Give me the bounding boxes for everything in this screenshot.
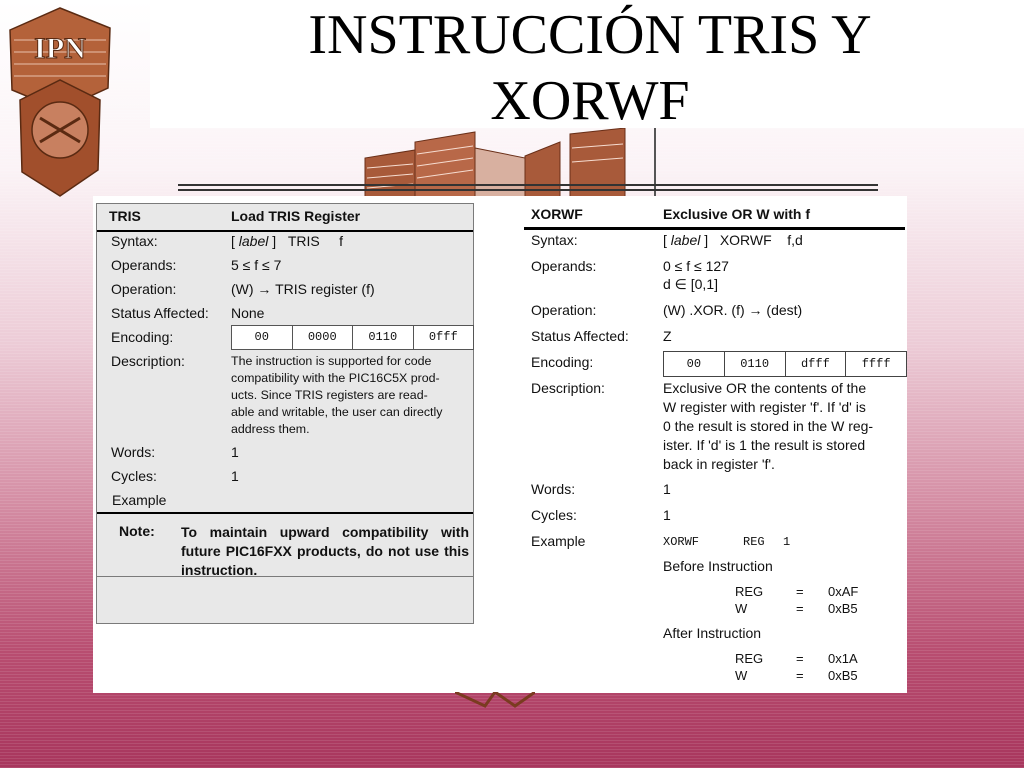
ipn-logo (0, 0, 120, 200)
before-reg-name: REG (735, 584, 764, 599)
after-reg-eq: = (796, 651, 804, 666)
before-reg-eq: = (796, 584, 804, 599)
note-box (97, 512, 473, 577)
description-line: W register with register 'f'. If 'd' is (663, 399, 866, 415)
title-line-1: INSTRUCCIÓN TRIS Y (308, 4, 872, 66)
status-value: Z (663, 328, 672, 344)
description-line: able and writable, the user can directly (231, 405, 443, 419)
syntax-operand: f (339, 233, 344, 249)
example-mnemonic: XORWF (663, 535, 700, 549)
description-line: ucts. Since TRIS registers are read- (231, 388, 428, 402)
status-label: Status Affected: (111, 305, 209, 321)
operands-label: Operands: (111, 257, 177, 273)
description-line: Exclusive OR the contents of the (663, 380, 867, 396)
divider-line (178, 184, 878, 186)
description-line: 0 the result is stored in the W reg- (663, 418, 874, 434)
before-reg-value: 0xAF (828, 584, 859, 599)
status-value: None (231, 305, 265, 321)
operands-value: 5 ≤ f ≤ 7 (231, 257, 282, 273)
cycles-value: 1 (663, 507, 671, 523)
syntax-label: Syntax: (531, 232, 578, 248)
after-reg-value: 0x1A (828, 651, 858, 666)
syntax-label: Syntax: (111, 233, 158, 249)
status-label: Status Affected: (531, 328, 629, 344)
description-line: back in register 'f'. (663, 456, 775, 472)
operation-value: (W) .XOR. (f) → (dest) (663, 302, 803, 318)
operands-line-2: d ∈ [0,1] (663, 276, 719, 292)
description-text (663, 379, 901, 474)
logo-text: IPN (34, 32, 86, 65)
cycles-label: Cycles: (531, 507, 577, 523)
bracket-close: ] (272, 233, 277, 249)
after-w-value: 0xB5 (828, 668, 858, 683)
tris-title: Load TRIS Register (231, 208, 361, 224)
xorwf-mnemonic: XORWF (531, 206, 583, 222)
encoding-cell: 0110 (352, 326, 413, 349)
encoding-table (663, 351, 907, 377)
label-word: label (670, 232, 701, 248)
operation-label: Operation: (531, 302, 597, 318)
after-label: After Instruction (663, 625, 762, 641)
encoding-cell: ffff (845, 352, 906, 376)
encoding-cell: dfff (785, 352, 846, 376)
after-w-eq: = (796, 668, 804, 683)
encoding-cell: 00 (254, 330, 269, 344)
tris-header (97, 204, 473, 232)
words-value: 1 (231, 444, 239, 460)
syntax-operand: f,d (787, 232, 803, 248)
example-label: Example (112, 492, 167, 508)
encoding-label: Encoding: (531, 354, 594, 370)
page-title (240, 2, 940, 134)
example-reg: REG (743, 535, 765, 549)
operands-label: Operands: (531, 258, 597, 274)
cycles-value: 1 (231, 468, 239, 484)
xorwf-title: Exclusive OR W with f (663, 206, 811, 222)
encoding-cell: 0110 (724, 352, 785, 376)
words-value: 1 (663, 481, 671, 497)
bracket-open: [ (231, 233, 235, 249)
after-w-name: W (735, 668, 748, 683)
encoding-cell: 0fff (413, 326, 474, 349)
title-line-2: XORWF (490, 70, 690, 132)
encoding-cell: 0000 (292, 326, 353, 349)
description-line: compatibility with the PIC16C5X prod- (231, 371, 440, 385)
note-label: Note: (119, 523, 155, 539)
description-line: ister. If 'd' is 1 the result is stored (663, 437, 866, 453)
cycles-label: Cycles: (111, 468, 157, 484)
tris-instruction-card (96, 203, 474, 624)
encoding-table (231, 325, 474, 350)
encoding-label: Encoding: (111, 329, 174, 345)
divider-line (178, 189, 878, 191)
before-label: Before Instruction (663, 558, 773, 574)
xorwf-instruction-card (524, 203, 905, 688)
before-w-value: 0xB5 (828, 601, 858, 616)
description-label: Description: (111, 353, 185, 369)
operation-value: (W) → TRIS register (f) (231, 281, 375, 297)
bracket-open: [ (663, 232, 667, 248)
after-reg-name: REG (735, 651, 764, 666)
example-d: 1 (783, 535, 791, 549)
label-word: label (238, 233, 269, 249)
note-text: To maintain upward compatibility with future PIC16FXX products, do not use this instruction. (181, 524, 469, 578)
bracket-close: ] (704, 232, 709, 248)
syntax-value (663, 232, 803, 248)
syntax-mnemonic: XORWF (719, 232, 772, 248)
xorwf-header (524, 203, 905, 230)
words-label: Words: (531, 481, 576, 497)
before-w-name: W (735, 601, 748, 616)
syntax-value (231, 233, 343, 249)
syntax-mnemonic: TRIS (287, 233, 320, 249)
operands-line-1: 0 ≤ f ≤ 127 (663, 258, 729, 274)
description-line: address them. (231, 422, 310, 436)
description-text (231, 353, 467, 438)
description-line: The instruction is supported for code (231, 354, 432, 368)
example-label: Example (531, 533, 586, 549)
building-base-graphic (455, 692, 535, 708)
words-label: Words: (111, 444, 156, 460)
before-w-eq: = (796, 601, 804, 616)
tris-mnemonic: TRIS (109, 208, 141, 224)
encoding-cell: 00 (686, 357, 702, 371)
description-label: Description: (531, 380, 605, 396)
operation-label: Operation: (111, 281, 177, 297)
